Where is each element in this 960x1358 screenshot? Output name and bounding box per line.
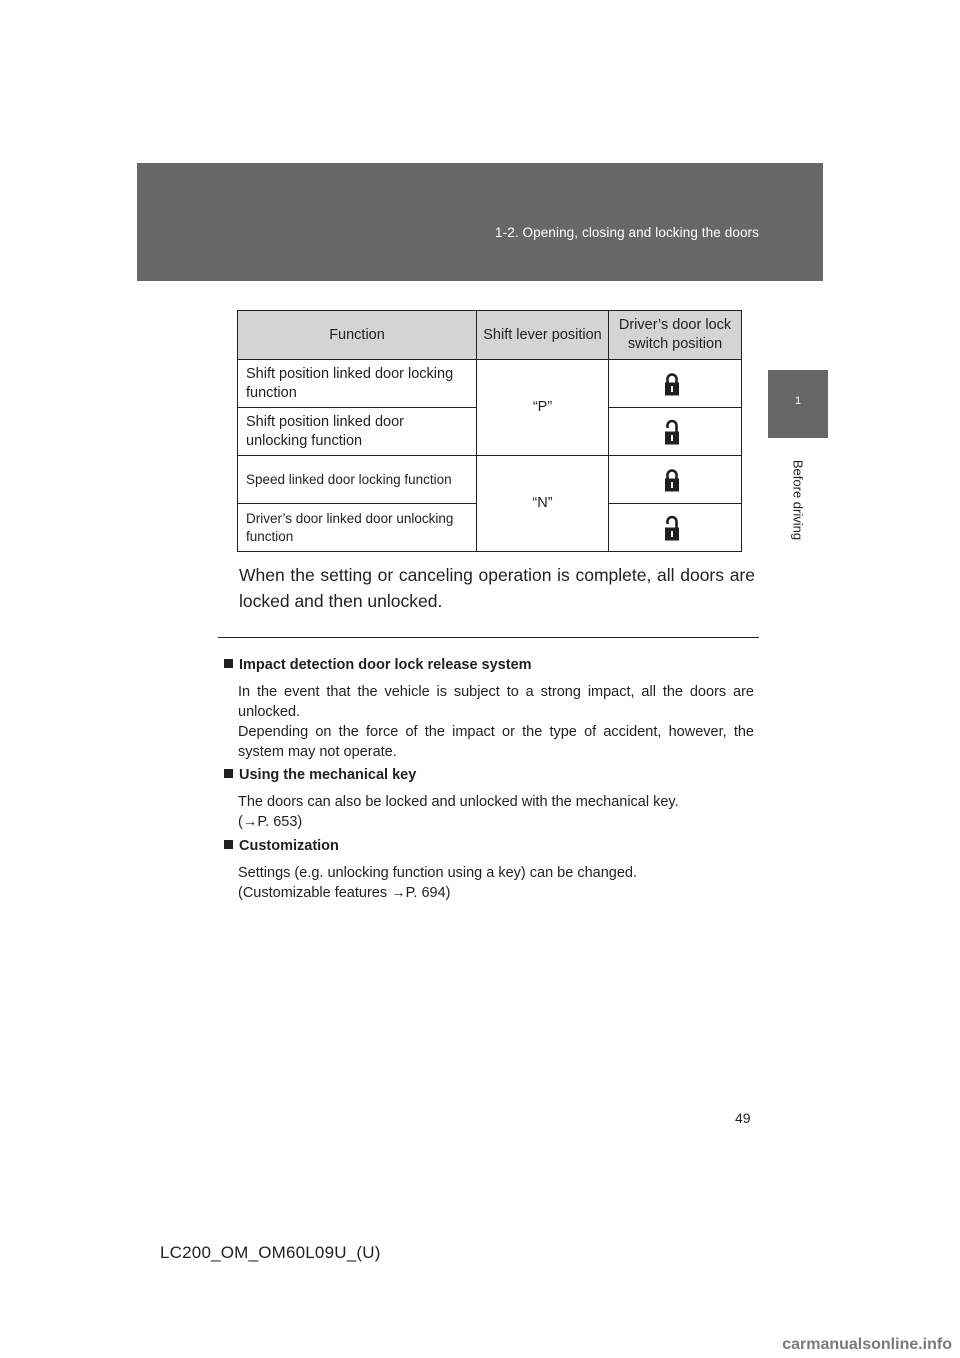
lock-switch-cell bbox=[609, 456, 742, 504]
table-header-row bbox=[238, 311, 742, 360]
note-customization bbox=[224, 836, 754, 903]
note-line: The doors can also be locked and unlocked with the mechanical key. bbox=[238, 794, 679, 810]
section-title: 1-2. Opening, closing and locking the doors bbox=[495, 225, 759, 240]
function-cell: Speed linked door locking function bbox=[238, 456, 477, 504]
bullet-square-icon bbox=[224, 659, 233, 668]
lock-closed-icon bbox=[664, 372, 680, 396]
lock-switch-cell bbox=[609, 504, 742, 552]
note-impact-detection bbox=[224, 655, 754, 762]
header-function: Function bbox=[238, 311, 477, 360]
note-body bbox=[238, 792, 754, 832]
note-line: (Customizable features →P. 694) bbox=[238, 885, 451, 901]
note-line: Depending on the force of the impact or the type of accident, however, the system may not operate. bbox=[238, 724, 754, 760]
note-line: In the event that the vehicle is subject to a strong impact, all the doors are unlocked. bbox=[238, 684, 754, 720]
lock-open-icon bbox=[664, 419, 680, 445]
function-cell: Driver’s door linked door unlocking function bbox=[238, 504, 477, 552]
note-line: Settings (e.g. unlocking function using a key) can be changed. bbox=[238, 865, 638, 881]
note-title: Customization bbox=[224, 836, 754, 856]
shift-position-cell: “P” bbox=[477, 360, 609, 456]
table-row bbox=[238, 456, 742, 504]
lock-closed-icon bbox=[664, 468, 680, 492]
chapter-tab bbox=[768, 370, 828, 438]
note-line: (→P. 653) bbox=[238, 814, 303, 830]
completion-paragraph: When the setting or canceling operation is complete, all doors are locked and then unlocked. bbox=[239, 565, 755, 611]
table-row bbox=[238, 360, 742, 408]
document-code: LC200_OM_OM60L09U_(U) bbox=[160, 1243, 381, 1262]
chapter-label: Before driving bbox=[790, 459, 806, 541]
header-door-lock-switch-position: Driver’s door lock switch position bbox=[609, 311, 742, 360]
lock-switch-cell bbox=[609, 360, 742, 408]
lock-open-icon bbox=[664, 515, 680, 541]
note-title: Using the mechanical key bbox=[224, 765, 754, 785]
note-mechanical-key bbox=[224, 765, 754, 832]
note-body bbox=[238, 682, 754, 762]
watermark: carmanualsonline.info bbox=[782, 1336, 952, 1353]
note-body bbox=[238, 863, 754, 903]
bullet-square-icon bbox=[224, 769, 233, 778]
page-number: 49 bbox=[735, 1110, 751, 1126]
chapter-number: 1 bbox=[794, 395, 802, 407]
section-header bbox=[137, 163, 823, 281]
note-title: Impact detection door lock release system bbox=[224, 655, 754, 675]
lock-switch-cell bbox=[609, 408, 742, 456]
bullet-square-icon bbox=[224, 840, 233, 849]
function-table bbox=[237, 310, 742, 552]
header-shift-lever-position: Shift lever position bbox=[477, 311, 609, 360]
divider bbox=[218, 637, 759, 638]
function-cell: Shift position linked door unlocking function bbox=[238, 408, 477, 456]
shift-position-cell: “N” bbox=[477, 456, 609, 552]
function-cell: Shift position linked door locking function bbox=[238, 360, 477, 408]
